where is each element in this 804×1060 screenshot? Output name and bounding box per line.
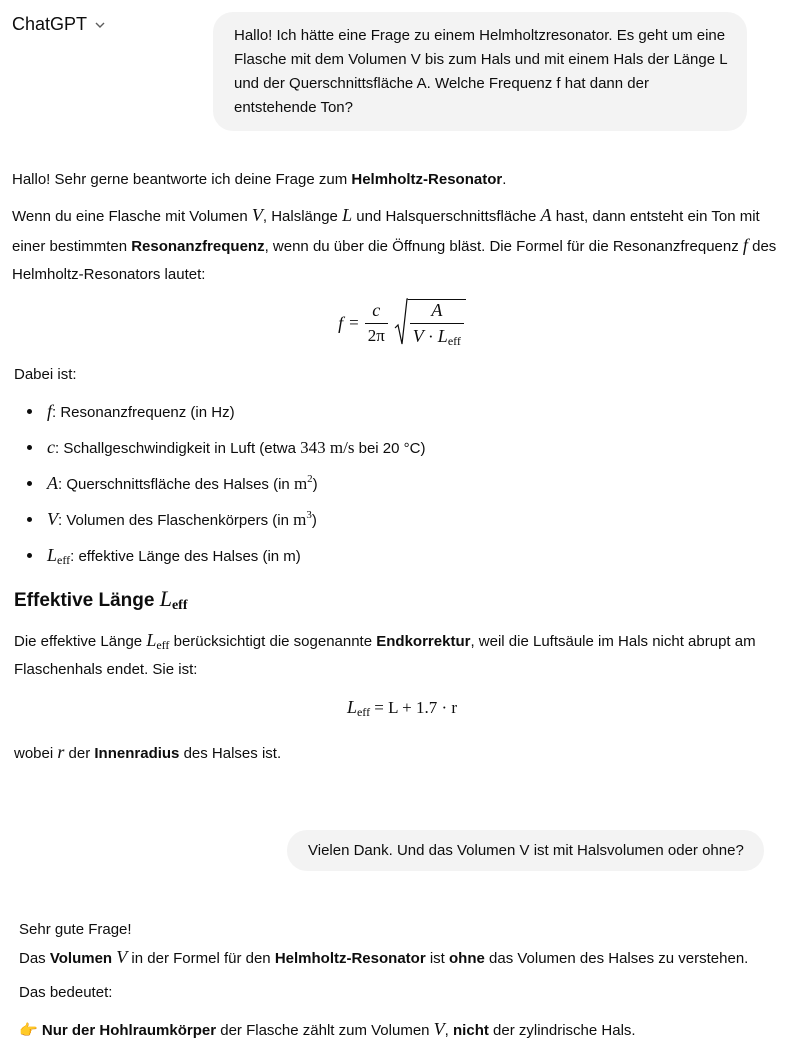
text-bold: Resonanzfrequenz — [131, 238, 265, 255]
dabei-label: Dabei ist: — [14, 366, 77, 383]
text: bei 20 °C) — [354, 440, 426, 457]
unit: m — [293, 474, 308, 493]
unit: m — [293, 510, 307, 529]
formula-effective-length — [0, 697, 804, 718]
subscript: eff — [447, 334, 461, 348]
heading-text: Effektive Länge — [14, 590, 160, 611]
symbol: L — [437, 326, 448, 346]
text: der Flasche zählt zum Volumen — [216, 1022, 434, 1039]
answer-paragraph — [12, 201, 782, 289]
chevron-down-icon — [93, 18, 107, 32]
list-item — [14, 468, 425, 504]
text: Hallo! Sehr gerne beantworte ich deine Frage zum — [12, 171, 352, 188]
text: hast, dann entsteht ein Ton mit einer bestimmten — [12, 208, 760, 255]
symbol: L — [47, 545, 58, 565]
model-name: ChatGPT — [12, 14, 88, 34]
text-bold: Endkorrektur — [376, 633, 471, 650]
text: des Helmholtz-Resonators lautet: — [12, 238, 777, 283]
answer-intro — [12, 166, 506, 194]
user-message — [213, 12, 747, 131]
formula-fraction — [365, 300, 388, 346]
formula-resonance — [0, 298, 804, 348]
symbol: L — [346, 697, 357, 717]
text: : Schallgeschwindigkeit in Luft (etwa — [55, 440, 301, 457]
text: : Volumen des Flaschenkörpers (in — [58, 512, 294, 529]
exponent: 2 — [307, 473, 313, 485]
exponent: 3 — [306, 509, 312, 521]
list-item — [14, 432, 425, 468]
answer2-paragraph — [19, 943, 748, 973]
text: : Querschnittsfläche des Halses (in — [58, 476, 294, 493]
text-bold: Nur der Hohlraumkörper — [41, 1022, 217, 1039]
answer2-bedeutet: Das bedeutet: — [19, 984, 113, 1001]
text: in der Formel für den — [127, 950, 275, 967]
text: : effektive Länge des Halses (in m) — [70, 548, 301, 565]
text: ) — [311, 512, 317, 529]
symbol: V — [412, 326, 424, 346]
user-message-text: Vielen Dank. Und das Volumen V ist mit Halsvolumen oder ohne? — [308, 842, 744, 859]
symbol: r — [57, 742, 65, 762]
symbol: V — [433, 1019, 445, 1039]
symbol: A — [47, 473, 58, 493]
radicand — [408, 299, 466, 348]
wobei-paragraph — [14, 738, 281, 768]
subscript: eff — [156, 638, 170, 652]
text-bold: Innenradius — [94, 745, 180, 762]
text: , weil die Luftsäule im Hals nicht abrupt am Flaschenhals endet. Sie ist: — [14, 633, 756, 678]
subscript: eff — [171, 598, 188, 613]
text-bold: Helmholtz-Resonator — [351, 171, 503, 188]
symbol: L — [159, 586, 172, 611]
text: , wenn du über die Öffnung bläst. Die Formel für die Resonanzfrequenz — [264, 238, 743, 255]
formula-equals: = — [349, 313, 359, 332]
math-symbol: f — [742, 235, 748, 255]
radicand-numerator: A — [431, 300, 443, 320]
text-bold: nicht — [453, 1022, 489, 1039]
text: ) — [312, 476, 318, 493]
text: und Halsquerschnittsfläche — [352, 208, 541, 225]
math-symbol: A — [540, 205, 552, 225]
value: 343 m/s — [300, 438, 355, 457]
text: , Halslänge — [262, 208, 343, 225]
text: , — [444, 1022, 454, 1039]
answer2-line1: Sehr gute Frage! — [19, 921, 132, 938]
symbol: L — [146, 630, 157, 650]
text: ist — [425, 950, 449, 967]
math-symbol: L — [342, 205, 353, 225]
formula-rhs: = L + 1.7 · r — [374, 698, 458, 717]
text: der — [64, 745, 95, 762]
symbol: · — [427, 327, 434, 346]
list-item — [14, 504, 425, 540]
symbol: V — [116, 947, 128, 967]
fraction-numerator: c — [372, 300, 381, 320]
square-root — [394, 298, 466, 348]
user-message-text: Hallo! Ich hätte eine Frage zu einem Helmholtzresonator. Es geht um eine Flasche mit dem Volumen V bis zum Hals und mit einem Hals der Länge L und der Querschnittsfläche A. Welche Frequenz f hat dann der entstehende Ton? — [234, 27, 728, 116]
radicand-fraction — [410, 300, 464, 347]
symbol: V — [47, 509, 58, 529]
definition-list — [14, 396, 425, 576]
section-heading — [14, 586, 188, 612]
list-item — [14, 396, 425, 432]
answer2-point — [19, 1015, 636, 1045]
symbol: f — [47, 401, 53, 421]
fraction-denominator: 2π — [365, 323, 388, 346]
radical-sign — [394, 298, 408, 348]
text-bold: ohne — [449, 950, 485, 967]
radicand-denominator — [410, 323, 464, 347]
text: Das — [19, 950, 50, 967]
text: Wenn du eine Flasche mit Volumen — [12, 208, 252, 225]
text: Die effektive Länge — [14, 633, 147, 650]
model-selector[interactable] — [12, 14, 107, 35]
user-message — [287, 830, 764, 871]
pointing-hand-icon: 👉 — [19, 1022, 38, 1039]
text: : Resonanzfrequenz (in Hz) — [52, 404, 235, 421]
text: der zylindrische Hals. — [488, 1022, 636, 1039]
text-bold: Helmholtz-Resonator — [274, 950, 426, 967]
text: . — [502, 171, 507, 188]
text-bold: Volumen — [49, 950, 113, 967]
text: des Halses ist. — [179, 745, 282, 762]
formula-lhs: f — [338, 312, 344, 333]
list-item — [14, 540, 425, 576]
text: berücksichtigt die sogenannte — [169, 633, 377, 650]
subscript: eff — [57, 553, 71, 567]
math-symbol: V — [251, 205, 263, 225]
text: wobei — [14, 745, 58, 762]
text: das Volumen des Halses zu verstehen. — [484, 950, 749, 967]
effective-length-paragraph — [14, 626, 784, 684]
symbol: c — [47, 437, 55, 457]
subscript: eff — [356, 705, 371, 719]
